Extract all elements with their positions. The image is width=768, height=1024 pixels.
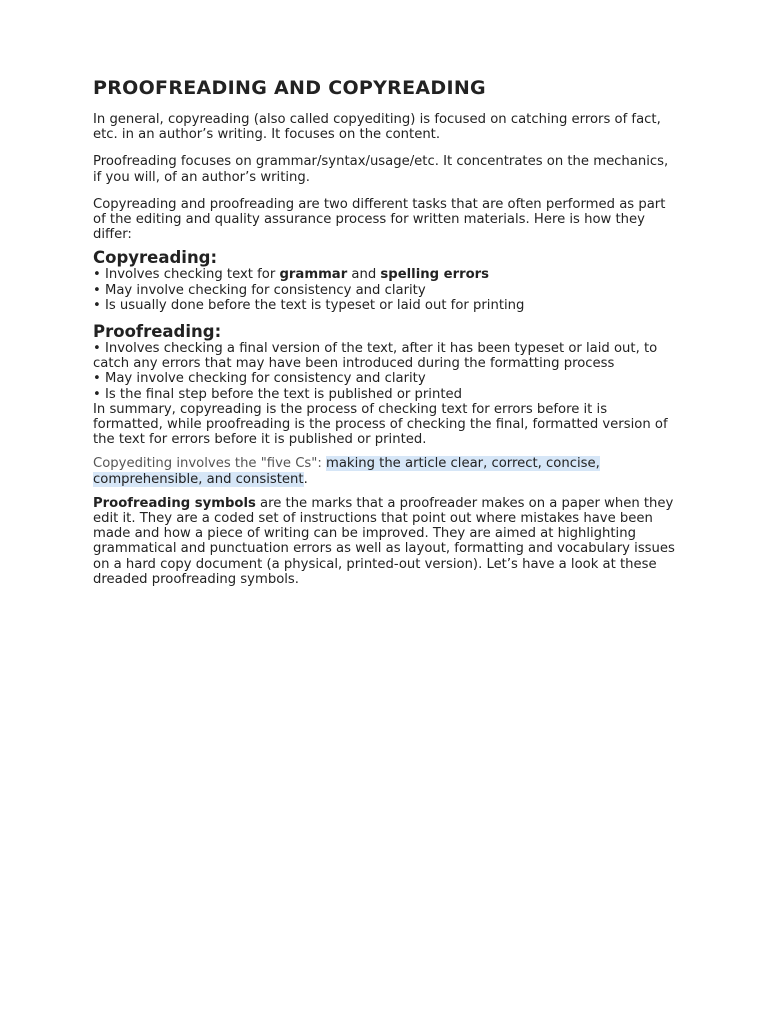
intro-paragraph-differences: Copyreading and proofreading are two different tasks that are often performed as part of the editing and quality assurance process for written materials. Here is how they differ: — [93, 196, 666, 243]
bullet-text: and — [347, 267, 381, 283]
summary-paragraph: In summary, copyreading is the process of checking text for errors before it is formatted, while proofreading is the process of checking the final, formatted version of the text for errors before it is published or printed. — [93, 401, 668, 448]
bold-term-grammar: grammar — [279, 267, 348, 283]
symbols-paragraph — [93, 496, 675, 587]
proofreading-bullet-1: • Involves checking a final version of the text, after it has been typeset or laid out, to catch any errors that may have been introduced during the formatting process — [93, 341, 658, 372]
bold-term-spelling-errors: spelling errors — [380, 267, 489, 283]
symbols-text: are the marks that a proofreader makes on a paper when they edit it. They are a coded set of instructions that point out where mistakes have been made and how a piece of writing can be improved. They are aimed at highlighting grammatical and punctuation errors as well as layout, formatting and vocabulary issues on a hard copy document (a physical, printed-out version). Let’s have a look at these dreaded proofreading symbols. — [93, 495, 675, 587]
document-title: PROOFREADING AND COPYREADING — [93, 77, 486, 99]
proofreading-list — [93, 341, 675, 402]
copyreading-list — [93, 267, 675, 313]
five-cs-lead: Copyediting involves the "five Cs": — [93, 456, 326, 472]
copyreading-bullet-3: • Is usually done before the text is typeset or laid out for printing — [93, 297, 525, 313]
bullet-text: • Involves checking text for — [93, 267, 280, 283]
intro-paragraph-copyreading: In general, copyreading (also called copyediting) is focused on catching errors of fact, etc. in an author’s writing. It focuses on the content. — [93, 112, 661, 143]
proofreading-bullet-3: • Is the final step before the text is published or printed — [93, 386, 462, 402]
five-cs-paragraph — [93, 456, 675, 486]
copyreading-bullet-2: • May involve checking for consistency and clarity — [93, 282, 426, 298]
intro-paragraph-proofreading: Proofreading focuses on grammar/syntax/usage/etc. It concentrates on the mechanics, if you will, of an author’s writing. — [93, 154, 669, 185]
copyreading-bullet-1 — [93, 267, 675, 282]
bold-term-proofreading-symbols: Proofreading symbols — [93, 495, 256, 511]
copyreading-heading: Copyreading: — [93, 248, 218, 268]
document-page — [93, 76, 675, 599]
five-cs-end: . — [303, 471, 308, 487]
proofreading-heading: Proofreading: — [93, 322, 222, 342]
proofreading-bullet-2: • May involve checking for consistency and clarity — [93, 371, 426, 387]
five-cs-highlight: making the article clear, correct, concise, comprehensible, and consistent — [93, 456, 600, 487]
